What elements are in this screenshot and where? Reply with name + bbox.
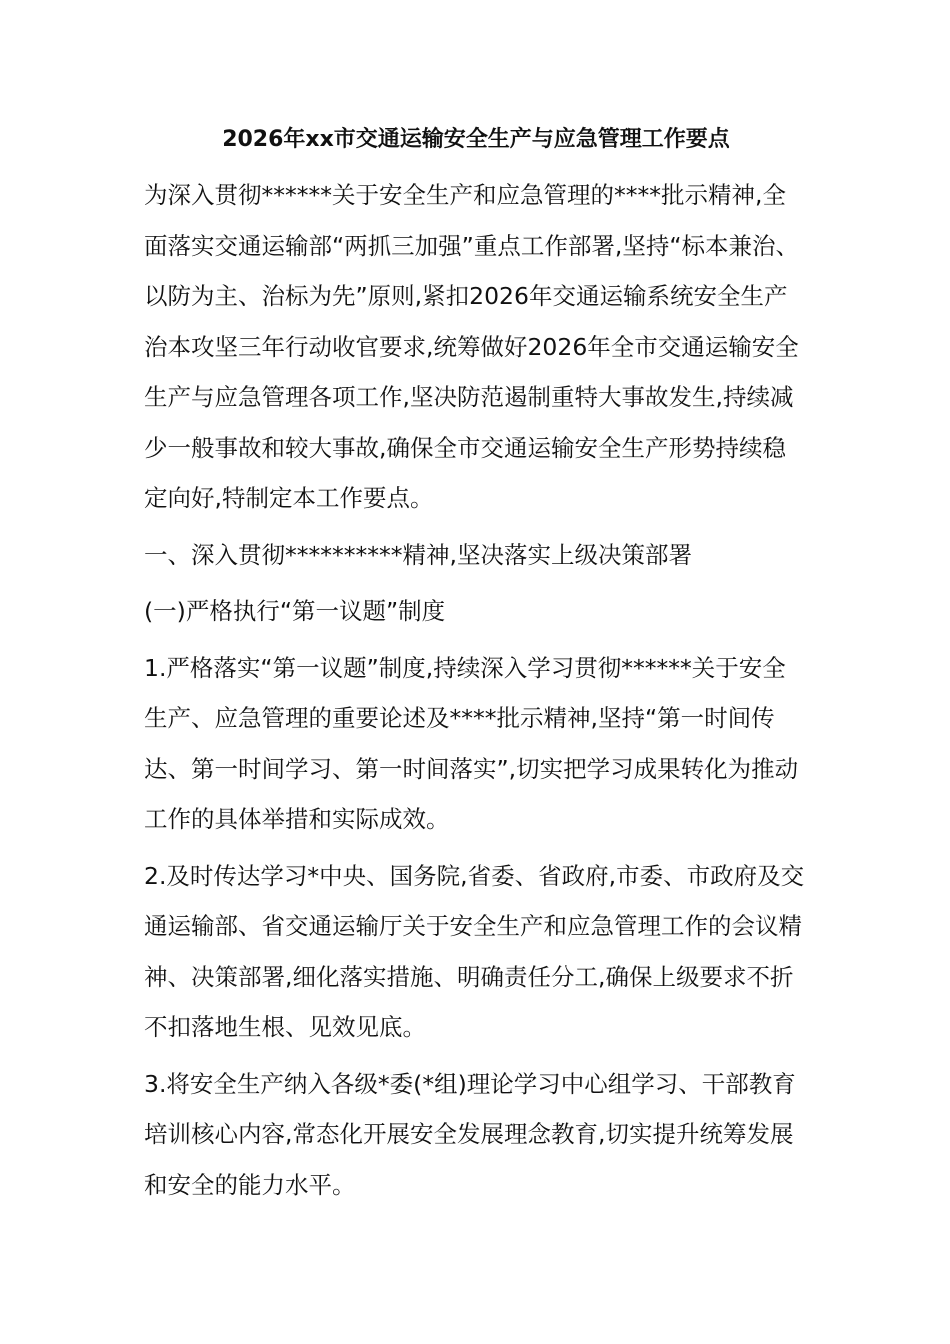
item-paragraph-3: 3.将安全生产纳入各级*委(*组)理论学习中心组学习、干部教育培训核心内容,常态化开展安全发展理念教育,切实提升统筹发展和安全的能力水平。 xyxy=(144,1069,796,1199)
item-paragraph-2: 2.及时传达学习*中央、国务院,省委、省政府,市委、市政府及交通运输部、省交通运输厅关于安全生产和应急管理工作的会议精神、决策部署,细化落实措施、明确责任分工,确保上级要求不折不扣落地生根、见效见底。 xyxy=(144,861,805,1041)
subsection-heading-1: (一)严格执行“第一议题”制度 xyxy=(144,597,446,625)
intro-paragraph: 为深入贯彻******关于安全生产和应急管理的****批示精神,全面落实交通运输部“两抓三加强”重点工作部署,坚持“标本兼治、以防为主、治标为先”原则,紧扣2026年交通运输系统安全生产治本攻坚三年行动收官要求,统筹做好2026年全市交通运输安全生产与应急管理各项工作,坚决防范遏制重特大事故发生,持续减少一般事故和较大事故,确保全市交通运输安全生产形势持续稳定向好,特制定本工作要点。 xyxy=(144,181,799,512)
document-page xyxy=(144,120,808,1216)
document-title: 2026年xx市交通运输安全生产与应急管理工作要点 xyxy=(222,127,730,152)
item-paragraph-1: 1.严格落实“第一议题”制度,持续深入学习贯彻******关于安全生产、应急管理的重要论述及****批示精神,坚持“第一时间传达、第一时间学习、第一时间落实”,切实把学习成果转化为推动工作的具体举措和实际成效。 xyxy=(144,653,799,833)
section-heading-1: 一、深入贯彻**********精神,坚决落实上级决策部署 xyxy=(144,540,692,569)
